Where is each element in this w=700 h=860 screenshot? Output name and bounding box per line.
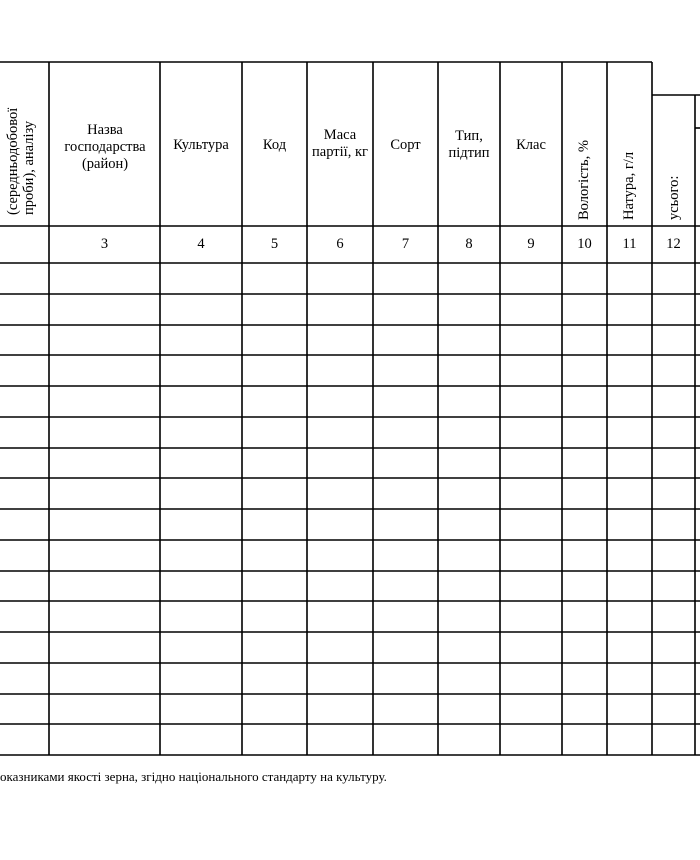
col-number-3: 3 [100, 236, 109, 252]
col-number-7: 7 [401, 236, 410, 252]
header-code: Код [262, 136, 287, 153]
col-number-11: 11 [622, 236, 637, 252]
header-moisture: Вологість, % [576, 140, 592, 220]
col-number-8: 8 [465, 236, 473, 252]
col-number-9: 9 [527, 236, 535, 252]
header-crop: Культура [173, 136, 229, 153]
footer-note: оказниками якості зерна, згідно національного стандарту на культуру. [0, 769, 387, 784]
header-batch-mass: Маса партії, кг [312, 127, 368, 160]
col-number-5: 5 [270, 236, 279, 252]
header-type-subtype: Тип, підтип [448, 128, 490, 161]
header-variety: Сорт [390, 136, 421, 153]
col-number-4: 4 [197, 236, 205, 252]
col-number-10: 10 [577, 236, 592, 252]
header-natura: Натура, г/л [621, 151, 637, 220]
col-number-12: 12 [666, 236, 681, 252]
header-sample-analysis-line2: проби), аналізу [21, 120, 37, 215]
header-total: усього: [666, 175, 682, 220]
header-sample-analysis-line1: (середньодобової [5, 107, 21, 215]
header-sample-analysis [5, 65, 37, 215]
header-farm-name: Назва господарства (район) [64, 121, 146, 172]
col-number-6: 6 [336, 236, 344, 252]
header-class: Клас [516, 136, 546, 153]
